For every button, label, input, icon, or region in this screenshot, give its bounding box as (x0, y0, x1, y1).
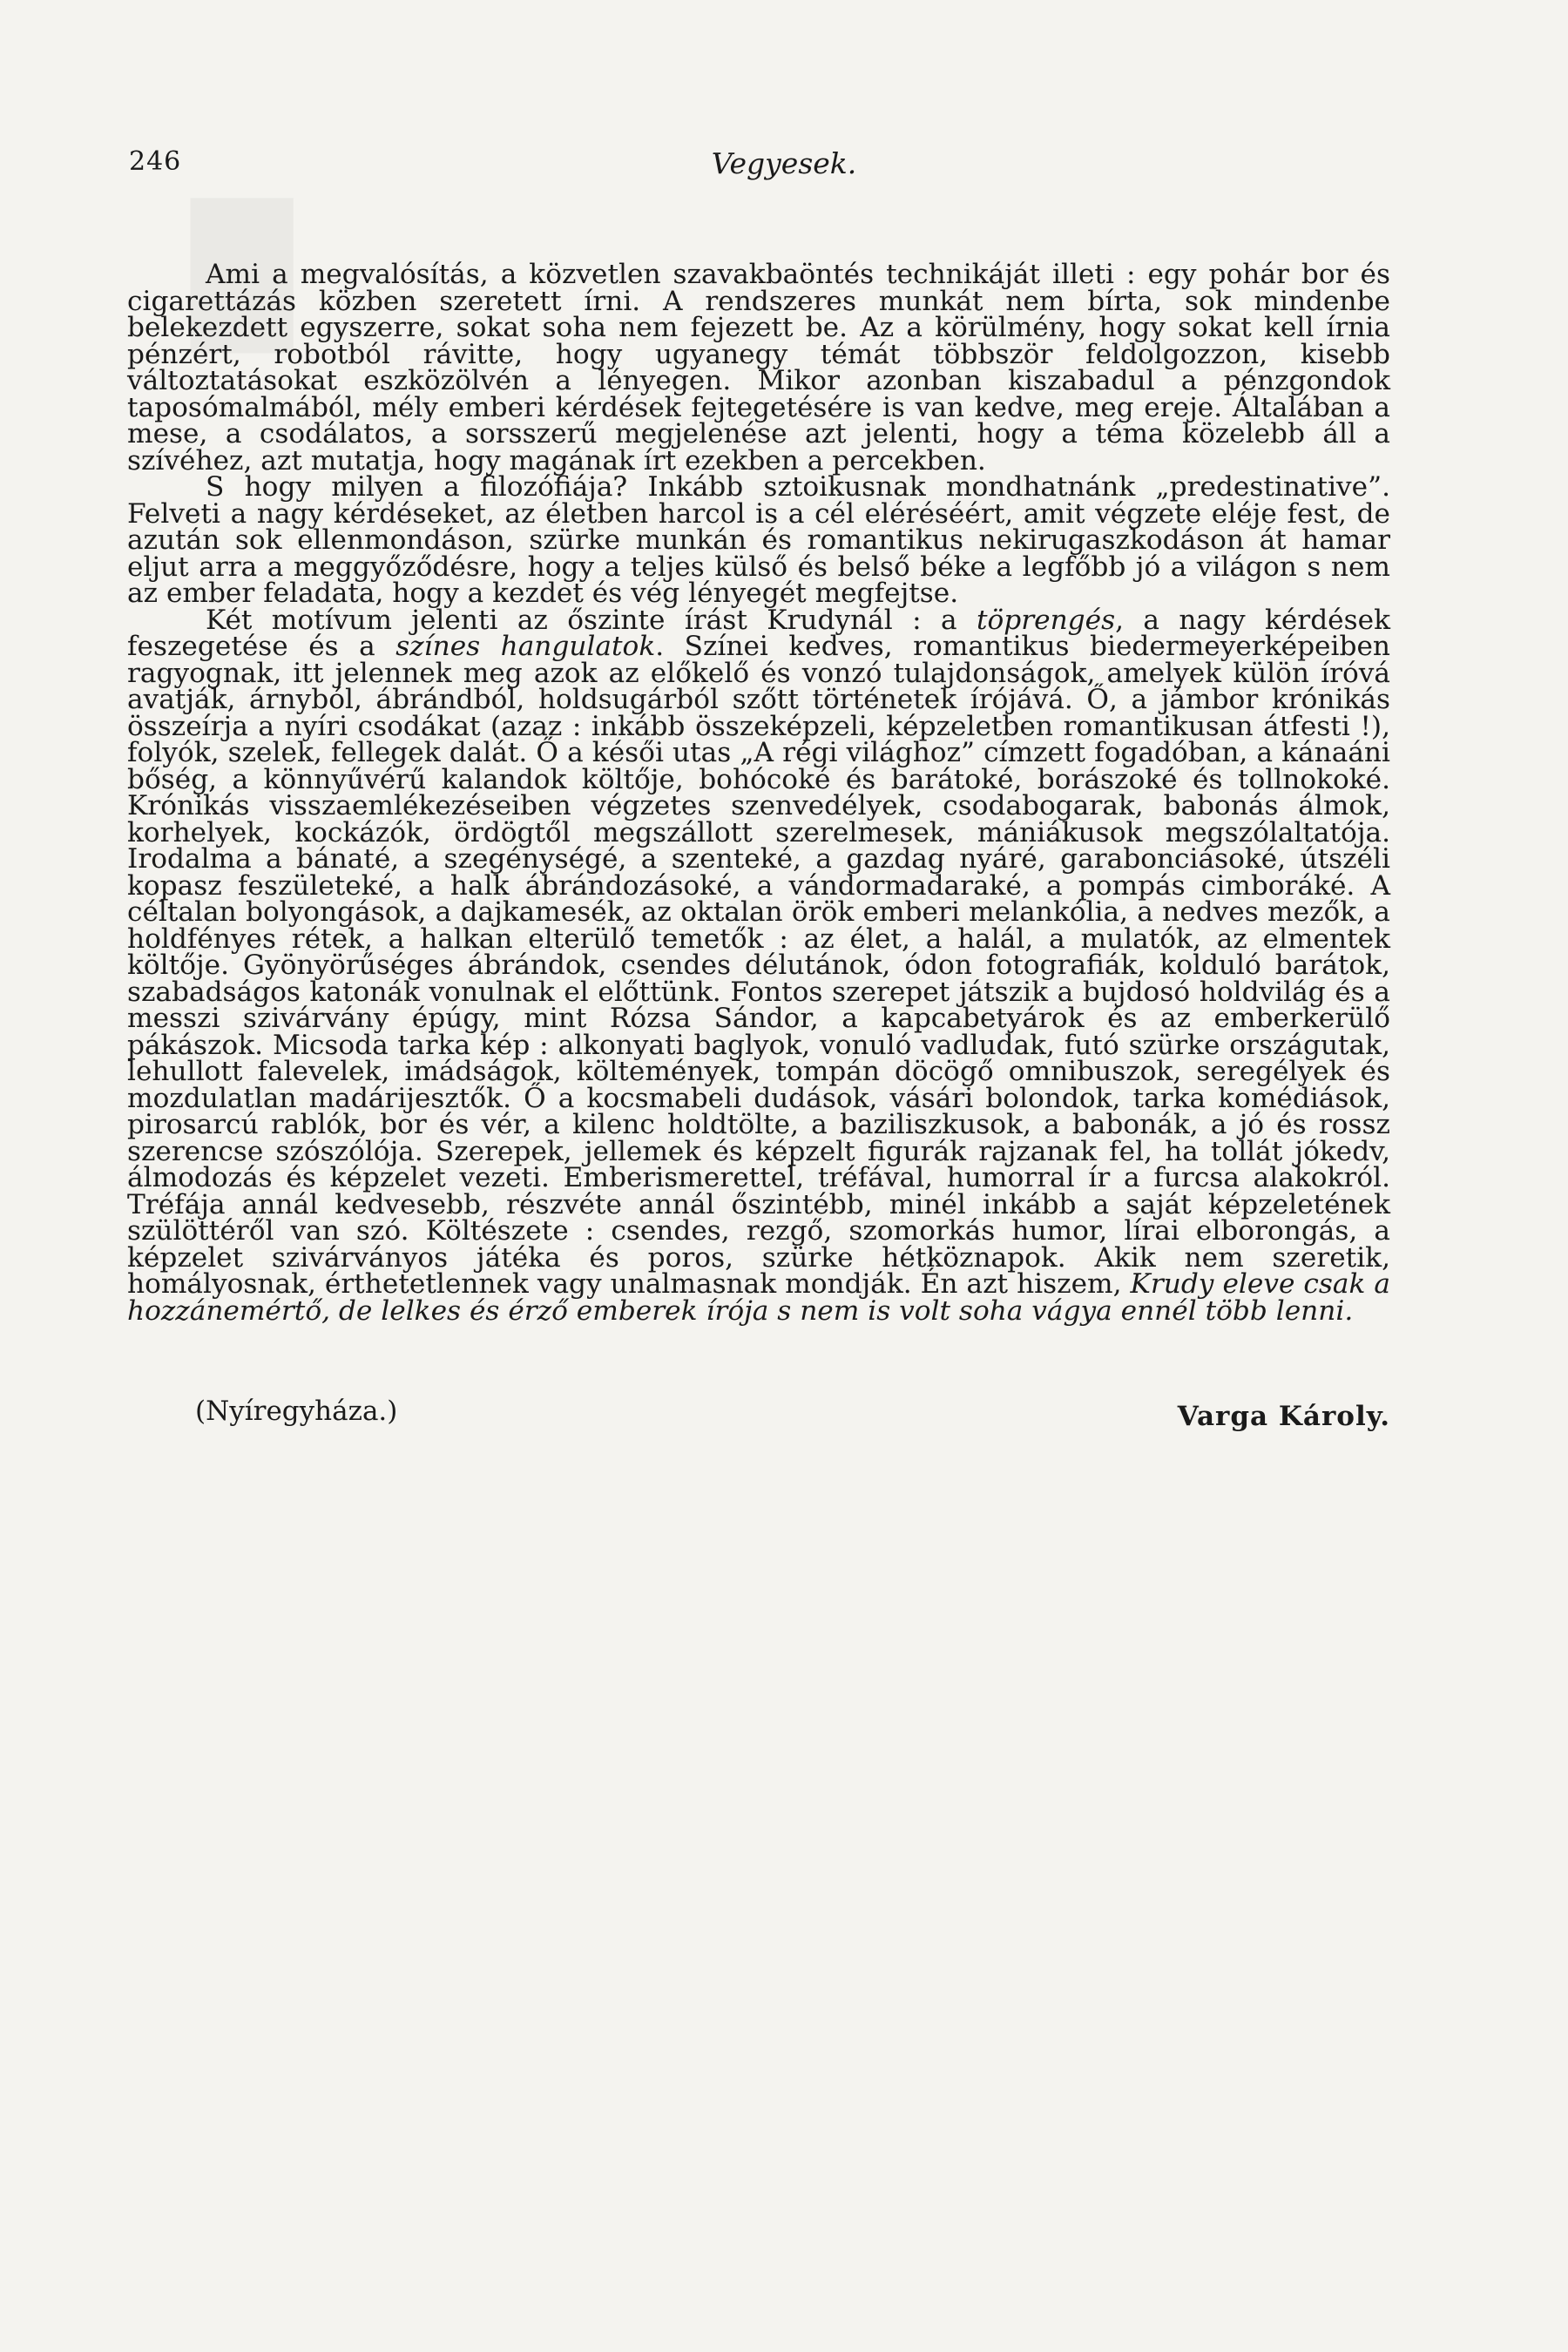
paragraph-1: Ami a megvalósítás, a közvetlen szavakbaöntés technikáját illeti : egy pohár bor és cigarettázás közben szeretett írni. A rendszeres munkát nem bírta, sok mindenbe belekezdett egyszerre, sokat soha nem fejezett be. Az a körülmény, hogy sokat kell írnia pénzért, robotból rávitte, hogy ugyanegy témát többször feldolgozzon, kisebb változtatásokat eszközölvén a lényegen. Mikor azonban kiszabadul a pénzgondok taposómalmából, mély emberi kérdések fejtegetésére is van kedve, meg ereje. Általában a mese, a csodálatos, a sorsszerű megjelenése azt jelenti, hogy a téma közelebb áll a szívéhez, azt mutatja, hogy magának írt ezekben a percekben. (127, 259, 1390, 476)
emphasis-topic-2: színes hangulatok (395, 631, 656, 662)
signature-place: (Nyíregyháza.) (195, 1396, 398, 1427)
signature-author: Varga Károly. (1177, 1401, 1390, 1432)
paragraph-2: S hogy milyen a filozófiája? Inkább sztoikusnak mondhatnánk „predestinative”. Felveti a nagy kérdéseket, az életben harcol is a cél eléréséért, amit végzete eléje fest, de azután sok ellenmondáson, szürke munkán és romantikus nekirugaszkodáson át hamar eljut arra a meggyőződésre, hogy a teljes külső és belső béke a legfőbb jó a világon s nem az ember feladata, hogy a kezdet és vég lényegét megfejtse. (127, 471, 1390, 609)
closing-emphasis: Krudy eleve csak a hozzánemértő, de lelkes és érző emberek írója s nem is volt soha vágya ennél több lenni. (127, 1268, 1390, 1327)
running-title: Vegyesek. (711, 146, 857, 180)
paragraph-3-part-c: . Színei kedves, romantikus biedermeyerképeiben ragyognak, itt jelennek meg azok az előkelő és vonzó tulajdonságok, amelyek külön íróvá avatják, árnyból, ábrándból, holdsugárból szőtt történetek írójává. Ő, a jámbor krónikás összeírja a nyíri csodákat (azaz : inkább összeképzeli, képzeletben romantikusan átfesti !), folyók, szelek, fellegek dalát. Ő a késői utas „A régi világhoz” címzett fogadóban, a kánaáni bőség, a könnyűvérű kalandok költője, bohócoké és barátoké, borászoké és tollnokoké. Krónikás visszaemlékezéseiben végzetes szenvedélyek, csodabogarak, babonás álmok, korhelyek, kockázók, ördögtől megszállott szerelmesek, mániákusok megszólaltatója. Irodalma a bánaté, a szegénységé, a szenteké, a gazdag nyáré, garabonciásoké, útszéli kopasz feszületeké, a halk ábrándozásoké, a vándormadaraké, a pompás cimboráké. A céltalan bolyongások, a dajkamesék, az oktalan örök emberi melankólia, a nedves mezők, a holdfényes rétek, a halkan elterülő temetők : az élet, a halál, a mulatók, az elmentek költője. Gyönyörűséges ábrándok, csendes délutánok, ódon fotografiák, kolduló barátok, szabadságos katonák vonulnak el előttünk. Fontos szerepet játszik a bujdosó holdvilág és a messzi szivárvány épúgy, mint Rózsa Sándor, a kapcabetyárok és az emberkerülő pákászok. Micsoda tarka kép : alkonyati baglyok, vonuló vadludak, futó szürke országutak, lehullott falevelek, imádságok, költemények, tompán döcögő omnibuszok, seregélyek és mozdulatlan madárijesztők. Ő a kocsmabeli dudások, vásári bolondok, tarka komédiások, pirosarcú rablók, bor és vér, a kilenc holdtölte, a baziliszkusok, a babonák, a jó és rossz szerencse szószólója. Szerepek, jellemek és képzelt figurák rajzanak fel, ha tollát jókedv, álmodozás és képzelet vezeti. Emberismerettel, tréfával, humorral ír a furcsa alakokról. Tréfája annál kedvesebb, részvéte annál őszintébb, minél inkább a saját képzeletének szülöttéről van szó. Költészete : csendes, rezgő, szomorkás humor, lírai elborongás, a képzelet szivárványos játéka és poros, szürke hétköznapok. Akik nem szeretik, homályosnak, érthetetlennek vagy unalmasnak mondják. Én azt hiszem, (127, 631, 1390, 1300)
emphasis-topic-1: töprengés (976, 604, 1116, 636)
paragraph-3 (127, 604, 1390, 1327)
signature-row (127, 1396, 1390, 1430)
paragraph-3-part-b: , a nagy kérdések feszegetése és a (127, 604, 1390, 662)
paragraph-3-part-a: Két motívum jelenti az őszinte írást Krudynál : a (206, 604, 977, 636)
page-number: 246 (129, 146, 182, 177)
article-body (127, 259, 1390, 1327)
bleed-through-texture: █ (192, 200, 310, 352)
